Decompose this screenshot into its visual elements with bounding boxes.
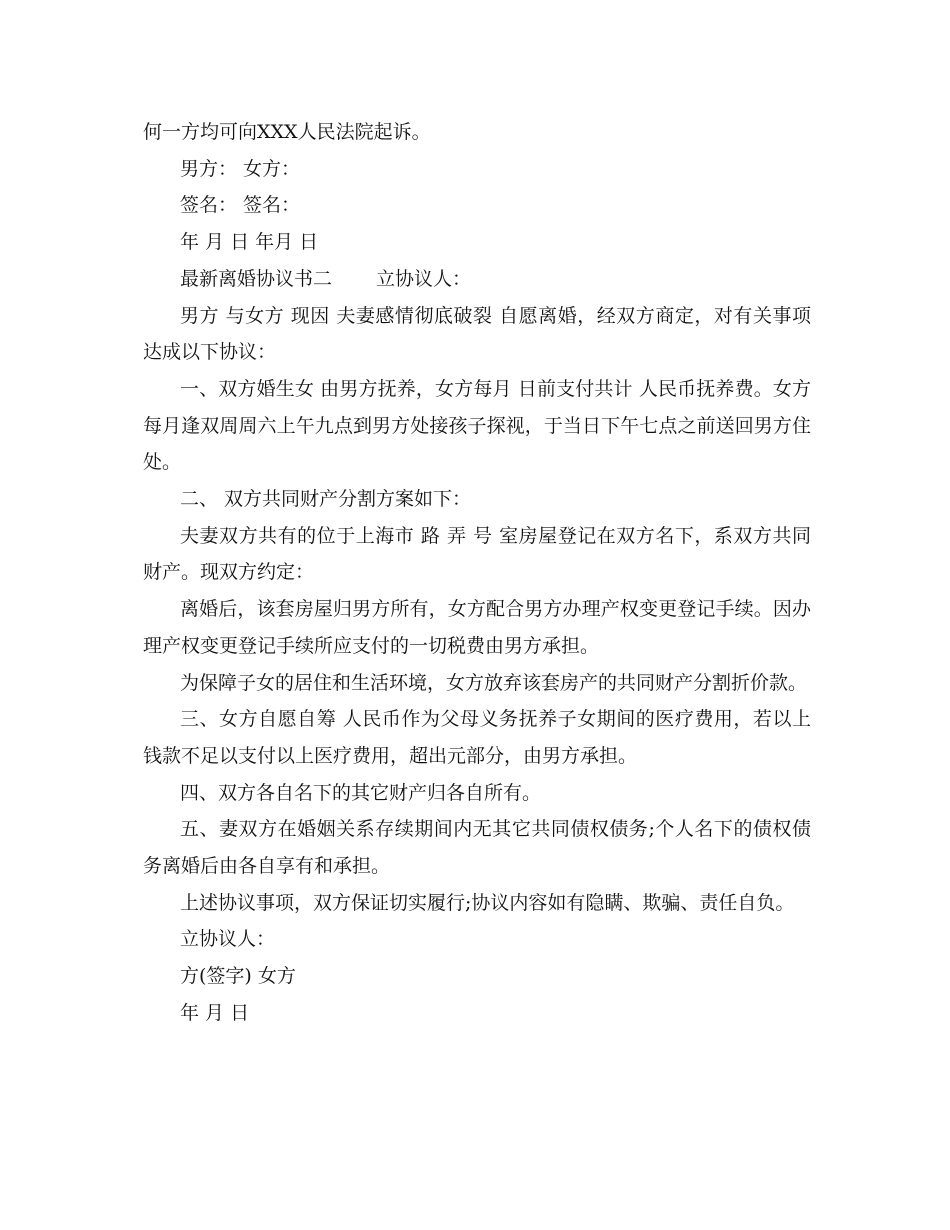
paragraph-guarantee: 上述协议事项，双方保证切实履行;协议内容如有隐瞒、欺骗、责任自负。 [180, 891, 795, 914]
closing-date-line: 年 月 日 [180, 1001, 250, 1024]
paragraph-clause-4-other-property: 四、双方各自名下的其它财产归各自所有。 [180, 781, 542, 804]
paragraph-clause-5-debts: 五、妻双方在婚姻关系存续期间内无其它共同债权债务;个人名下的债权债务离婚后由各自享有和承担。 [143, 818, 811, 878]
paragraph-clause-2-property: 二、 双方共同财产分割方案如下： [180, 488, 472, 511]
signature-party-labels: 男方： 女方： [180, 157, 301, 180]
closing-signature-line: 方(签字) 女方 [180, 965, 296, 988]
paragraph-house-ownership: 离婚后，该套房屋归男方所有，女方配合男方办理产权变更登记手续。因办理产权变更登记手续所应支付的一切税费由男方承担。 [143, 598, 811, 657]
paragraph-lawsuit-clause: 何一方均可向XXX人民法院起诉。 [143, 121, 431, 143]
second-agreement-heading [143, 261, 811, 298]
second-agreement-party-label: 立协议人： [376, 267, 472, 290]
paragraph-waiver: 为保障子女的居住和生活环境，女方放弃该套房产的共同财产分割折价款。 [180, 671, 808, 694]
paragraph-shared-house: 夫妻双方共有的位于上海市 路 弄 号 室房屋登记在双方名下，系双方共同财产。现双方约定： [143, 524, 811, 584]
agreement-text [143, 114, 811, 1032]
signature-date-labels: 年 月 日 年月 日 [180, 231, 319, 254]
signature-name-labels: 签名： 签名： [180, 194, 301, 217]
paragraph-intro: 男方 与女方 现因 夫妻感情彻底破裂 自愿离婚，经双方商定，对有关事项达成以下协议： [143, 304, 811, 364]
paragraph-clause-3-medical: 三、女方自愿自筹 人民币作为父母义务抚养子女期间的医疗费用，若以上钱款不足以支付以上医疗费用，超出元部分，由男方承担。 [143, 708, 811, 767]
second-agreement-title: 最新离婚协议书二 [180, 267, 333, 290]
closing-party-label: 立协议人： [180, 928, 276, 951]
paragraph-clause-1-custody: 一、双方婚生女 由男方抚养，女方每月 日前支付共计 人民币抚养费。女方每月逢双周周六上午九点到男方处接孩子探视，于当日下午七点之前送回男方住处。 [143, 377, 811, 474]
